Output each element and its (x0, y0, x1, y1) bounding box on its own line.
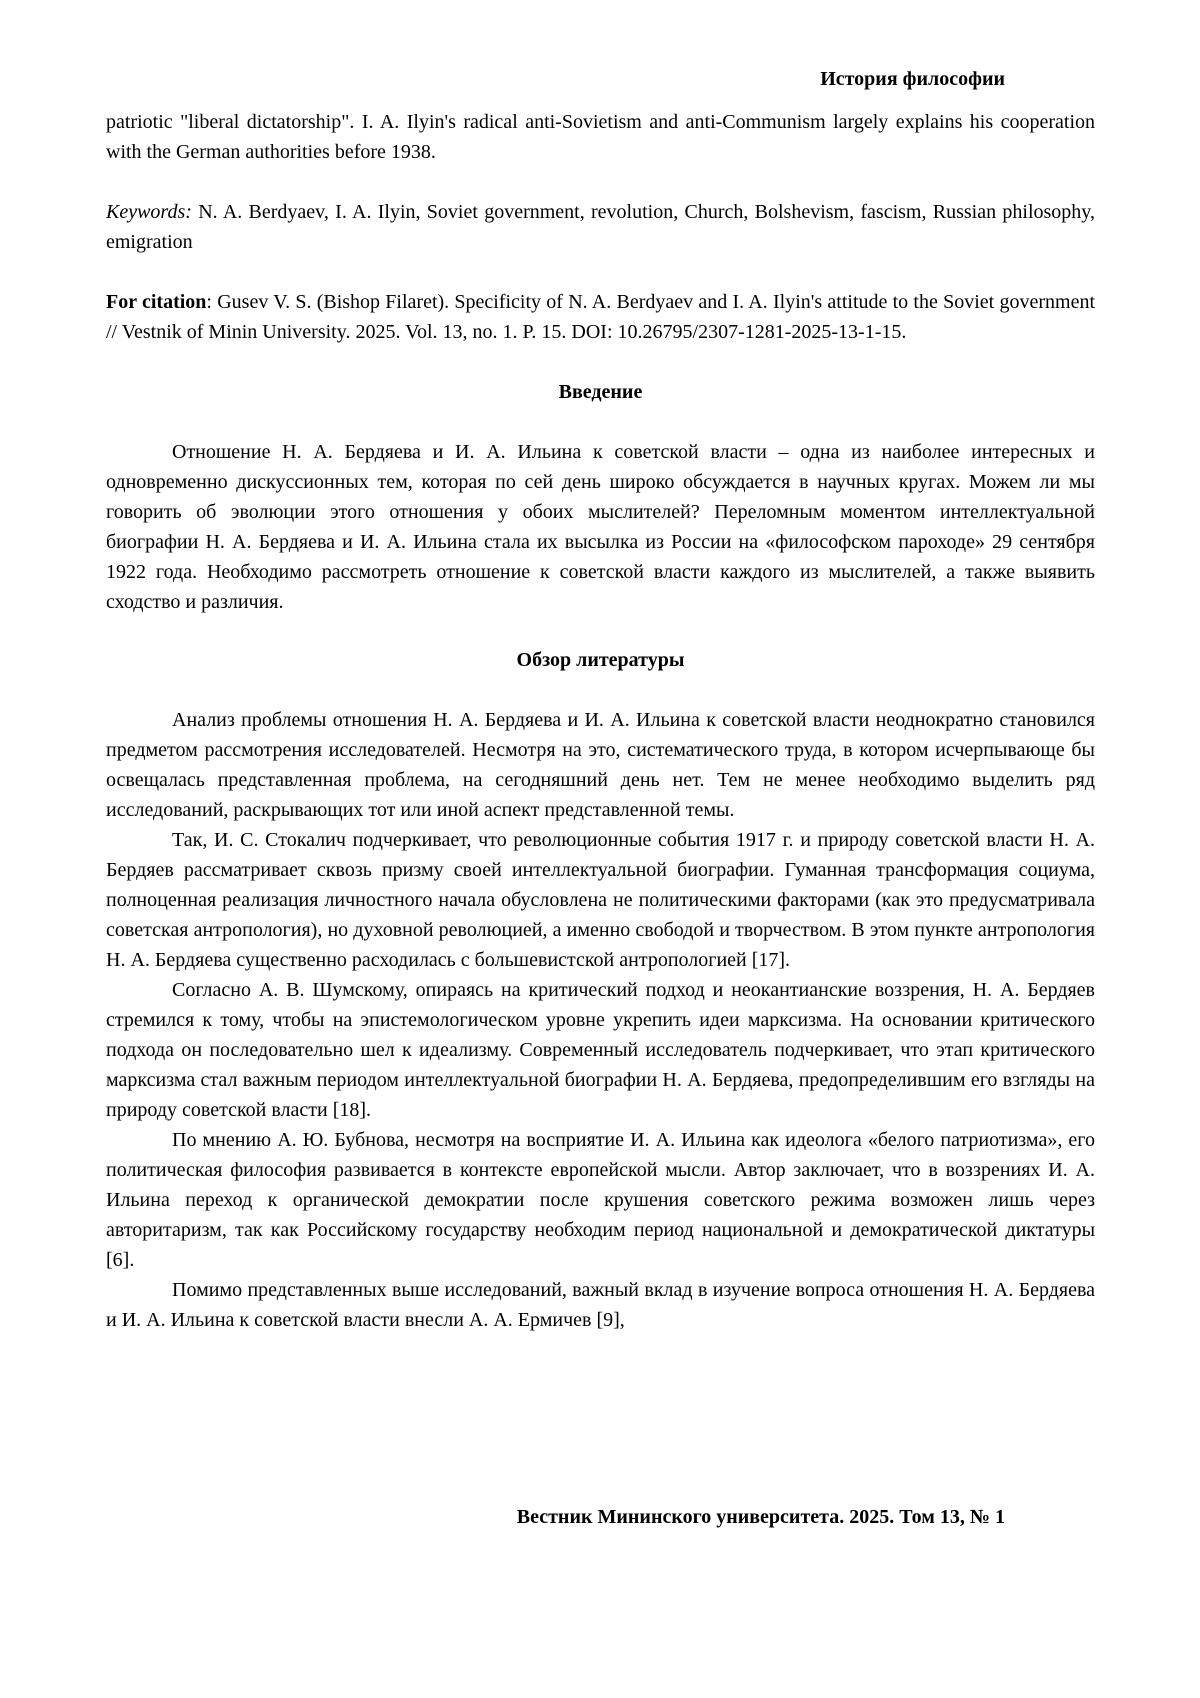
literature-review-paragraph: По мнению А. Ю. Бубнова, несмотря на восприятие И. А. Ильина как идеолога «белого патриотизма», его политическая философия развивается в контексте европейской мысли. Автор заключает, что в воззрениях И. А. Ильина переход к органической демократии после крушения советского режима возможен лишь через авторитаризм, так как Российскому государству необходим период национальной и демократической диктатуры [6]. (106, 1129, 1095, 1271)
running-head (106, 64, 1095, 94)
keywords-label: Keywords: (106, 201, 192, 223)
section-heading-literature-review: Обзор литературы (516, 649, 685, 671)
keywords-paragraph (106, 197, 1095, 257)
journal-footer-text: Вестник Мининского университета. 2025. Том 13, № 1 (516, 1506, 1005, 1528)
journal-footer (106, 1502, 1095, 1532)
keywords-text: N. A. Berdyaev, I. A. Ilyin, Soviet government, revolution, Church, Bolshevism, fascism, Russian philosophy, emigration (106, 201, 1095, 253)
literature-review-paragraph: Согласно А. В. Шумскому, опираясь на критический подход и неокантианские воззрения, Н. А. Бердяев стремился к тому, чтобы на эпистемологическом уровне укрепить идеи марксизма. На основании критического подхода он последовательно шел к идеализму. Современный исследователь подчеркивает, что этап критического марксизма стал важным периодом интеллектуальной биографии Н. А. Бердяева, предопределившим его взгляды на природу советской власти [18]. (106, 979, 1095, 1121)
citation-text: : Gusev V. S. (Bishop Filaret). Specificity of N. A. Berdyaev and I. A. Ilyin's attitude to the Soviet government // Vestnik of Minin University. 2025. Vol. 13, no. 1. P. 15. DOI: 10.26795/2307-1281-2025-13-1-15. (106, 291, 1095, 343)
abstract-closing-paragraph: patriotic "liberal dictatorship". I. A. Ilyin's radical anti-Sovietism and anti-Communism largely explains his cooperation with the German authorities before 1938. (106, 111, 1095, 163)
literature-review-paragraph: Помимо представленных выше исследований, важный вклад в изучение вопроса отношения Н. А. Бердяева и И. А. Ильина к советской власти внесли А. А. Ермичев [9], (106, 1279, 1095, 1331)
citation-label: For citation (106, 291, 207, 313)
literature-review-paragraph: Анализ проблемы отношения Н. А. Бердяева и И. А. Ильина к советской власти неоднократно становился предметом рассмотрения исследователей. Несмотря на это, систематического труда, в котором исчерпывающе бы освещалась представленная проблема, на сегодняшний день нет. Тем не менее необходимо выделить ряд исследований, раскрывающих тот или иной аспект представленной темы. (106, 709, 1095, 821)
running-head-text: История философии (820, 68, 1005, 90)
literature-review-paragraph: Так, И. С. Стокалич подчеркивает, что революционные события 1917 г. и природу советской власти Н. А. Бердяев рассматривает сквозь призму своей интеллектуальной биографии. Гуманная трансформация социума, полноценная реализация личностного начала обусловлена не политическими факторами (как это предусматривала советская антропология), но духовной революцией, а именно свободой и творчеством. В этом пункте антропология Н. А. Бердяева существенно расходилась с большевистской антропологией [17]. (106, 829, 1095, 971)
introduction-paragraph: Отношение Н. А. Бердяева и И. А. Ильина к советской власти – одна из наиболее интересных и одновременно дискуссионных тем, которая по сей день широко обсуждается в научных кругах. Можем ли мы говорить об эволюции этого отношения у обоих мыслителей? Переломным моментом интеллектуальной биографии Н. А. Бердяева и И. А. Ильина стала их высылка из России на «философском пароходе» 29 сентября 1922 года. Необходимо рассмотреть отношение к советской власти каждого из мыслителей, а также выявить сходство и различия. (106, 441, 1095, 613)
citation-paragraph (106, 287, 1095, 347)
section-heading-introduction: Введение (558, 381, 643, 403)
